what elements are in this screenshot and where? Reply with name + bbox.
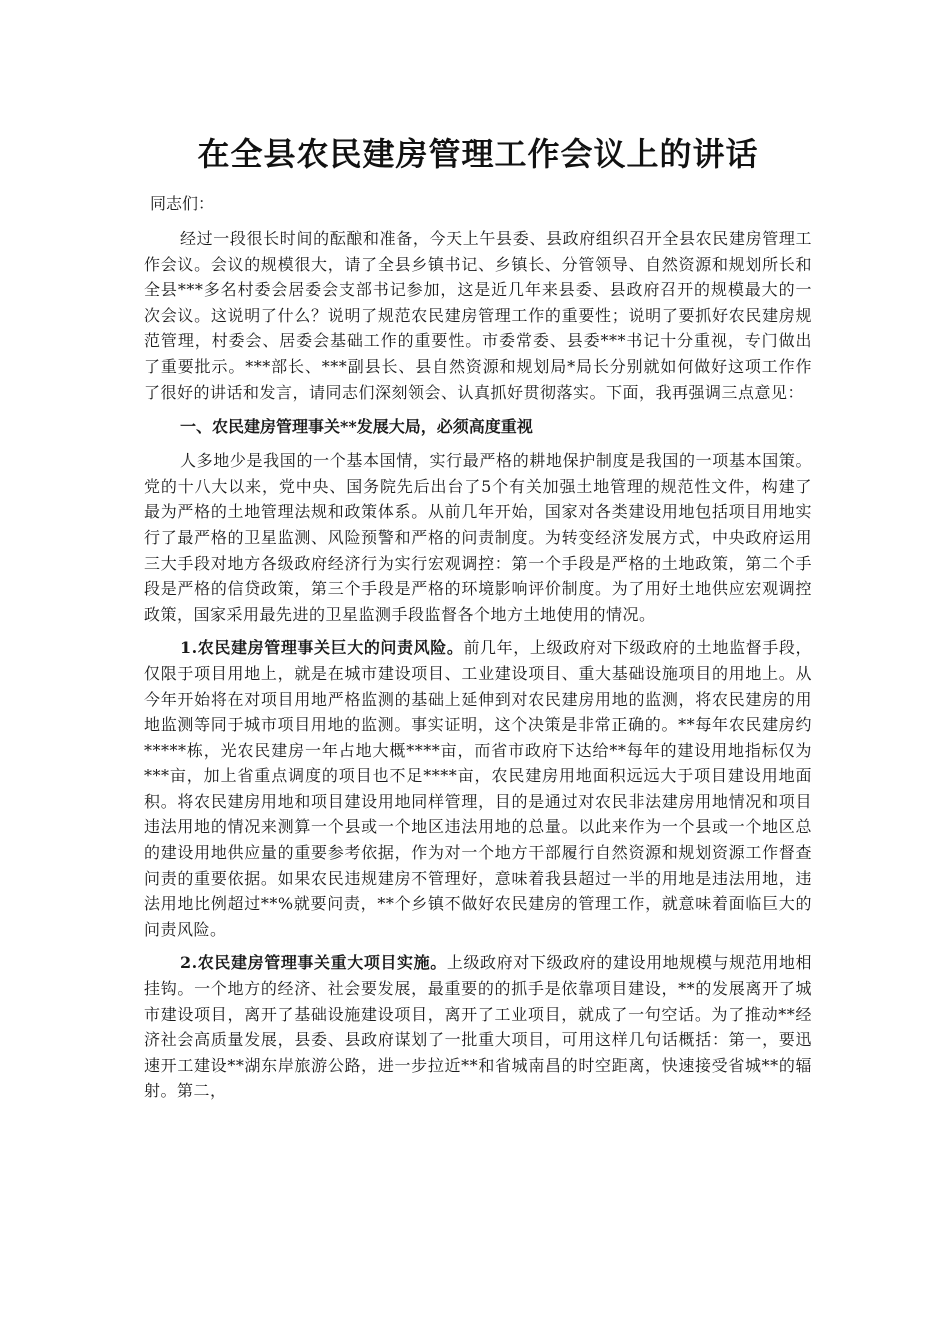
point-2-text: 上级政府对下级政府的建设用地规模与规范用地相挂钩。一个地方的经济、社会要发展，最重要的的抓手是依靠项目建设，**的发展离开了城市建设项目，离开了基础设施建设项目，离开了工业项目，就成了一句空话。为了推动**经济社会高质量发展，县委、县政府谋划了一批重大项目，可用这样几句话概括：第一，要迅速开工建设**湖东岸旅游公路，进一步拉近**和省城南昌的时空距离，快速接受省城**的辐射。第二， <box>144 953 812 1101</box>
salutation: 同志们： <box>150 194 215 213</box>
point-1-paragraph <box>144 635 812 942</box>
point-1-lead: 1.农民建房管理事关巨大的问责风险。 <box>180 638 464 658</box>
intro-paragraph: 经过一段很长时间的酝酿和准备，今天上午县委、县政府组织召开全县农民建房管理工作会议。会议的规模很大，请了全县乡镇书记、乡镇长、分管领导、自然资源和规划所长和全县***多名村委会居委会支部书记参加，这是近几年来县委、县政府召开的规模最大的一次会议。这说明了什么？说明了规范农民建房管理工作的重要性；说明了要抓好农民建房规范管理，村委会、居委会基础工作的重要性。市委常委、县委***书记十分重视，专门做出了重要批示。***部长、***副县长、县自然资源和规划局*局长分别就如何做好这项工作作了很好的讲话和发言，请同志们深刻领会、认真抓好贯彻落实。下面，我再强调三点意见： <box>144 229 812 402</box>
section-1-heading: 一、农民建房管理事关**发展大局，必须高度重视 <box>180 417 533 437</box>
point-2-paragraph <box>144 950 812 1104</box>
document-page <box>144 128 812 1112</box>
document-title: 在全县农民建房管理工作会议上的讲话 <box>197 135 759 173</box>
section-1-paragraph: 人多地少是我国的一个基本国情，实行最严格的耕地保护制度是我国的一项基本国策。党的十八大以来，党中央、国务院先后出台了5个有关加强土地管理的规范性文件，构建了最为严格的土地管理法规和政策体系。从前几年开始，国家对各类建设用地包括项目用地实行了最严格的卫星监测、风险预警和严格的问责制度。为转变经济发展方式，中央政府运用三大手段对地方各级政府经济行为实行宏观调控：第一个手段是严格的土地政策，第二个手段是严格的信贷政策，第三个手段是严格的环境影响评价制度。为了用好土地供应宏观调控政策，国家采用最先进的卫星监测手段监督各个地方土地使用的情况。 <box>144 451 812 624</box>
point-1-text: 前几年，上级政府对下级政府的土地监督手段，仅限于项目用地上，就是在城市建设项目、工业建设项目、重大基础设施项目的用地上。从今年开始将在对项目用地严格监测的基础上延伸到对农民建房用地的监测，将农民建房的用地监测等同于城市项目用地的监测。事实证明，这个决策是非常正确的。**每年农民建房约*****栋，光农民建房一年占地大概****亩，而省市政府下达给**每年的建设用地指标仅为***亩，加上省重点调度的项目也不足****亩，农民建房用地面积远远大于项目建设用地面积。将农民建房用地和项目建设用地同样管理，目的是通过对农民非法建房用地情况和项目违法用地的情况来测算一个县或一个地区违法用地的总量。以此来作为一个县或一个地区总的建设用地供应量的重要参考依据，作为对一个地方干部履行自然资源和规划资源工作督查问责的重要依据。如果农民违规建房不管理好，意味着我县超过一半的用地是违法用地，违法用地比例超过**%就要问责，**个乡镇不做好农民建房的管理工作，就意味着面临巨大的问责风险。 <box>144 638 812 939</box>
point-2-lead: 2.农民建房管理事关重大项目实施。 <box>180 953 447 973</box>
